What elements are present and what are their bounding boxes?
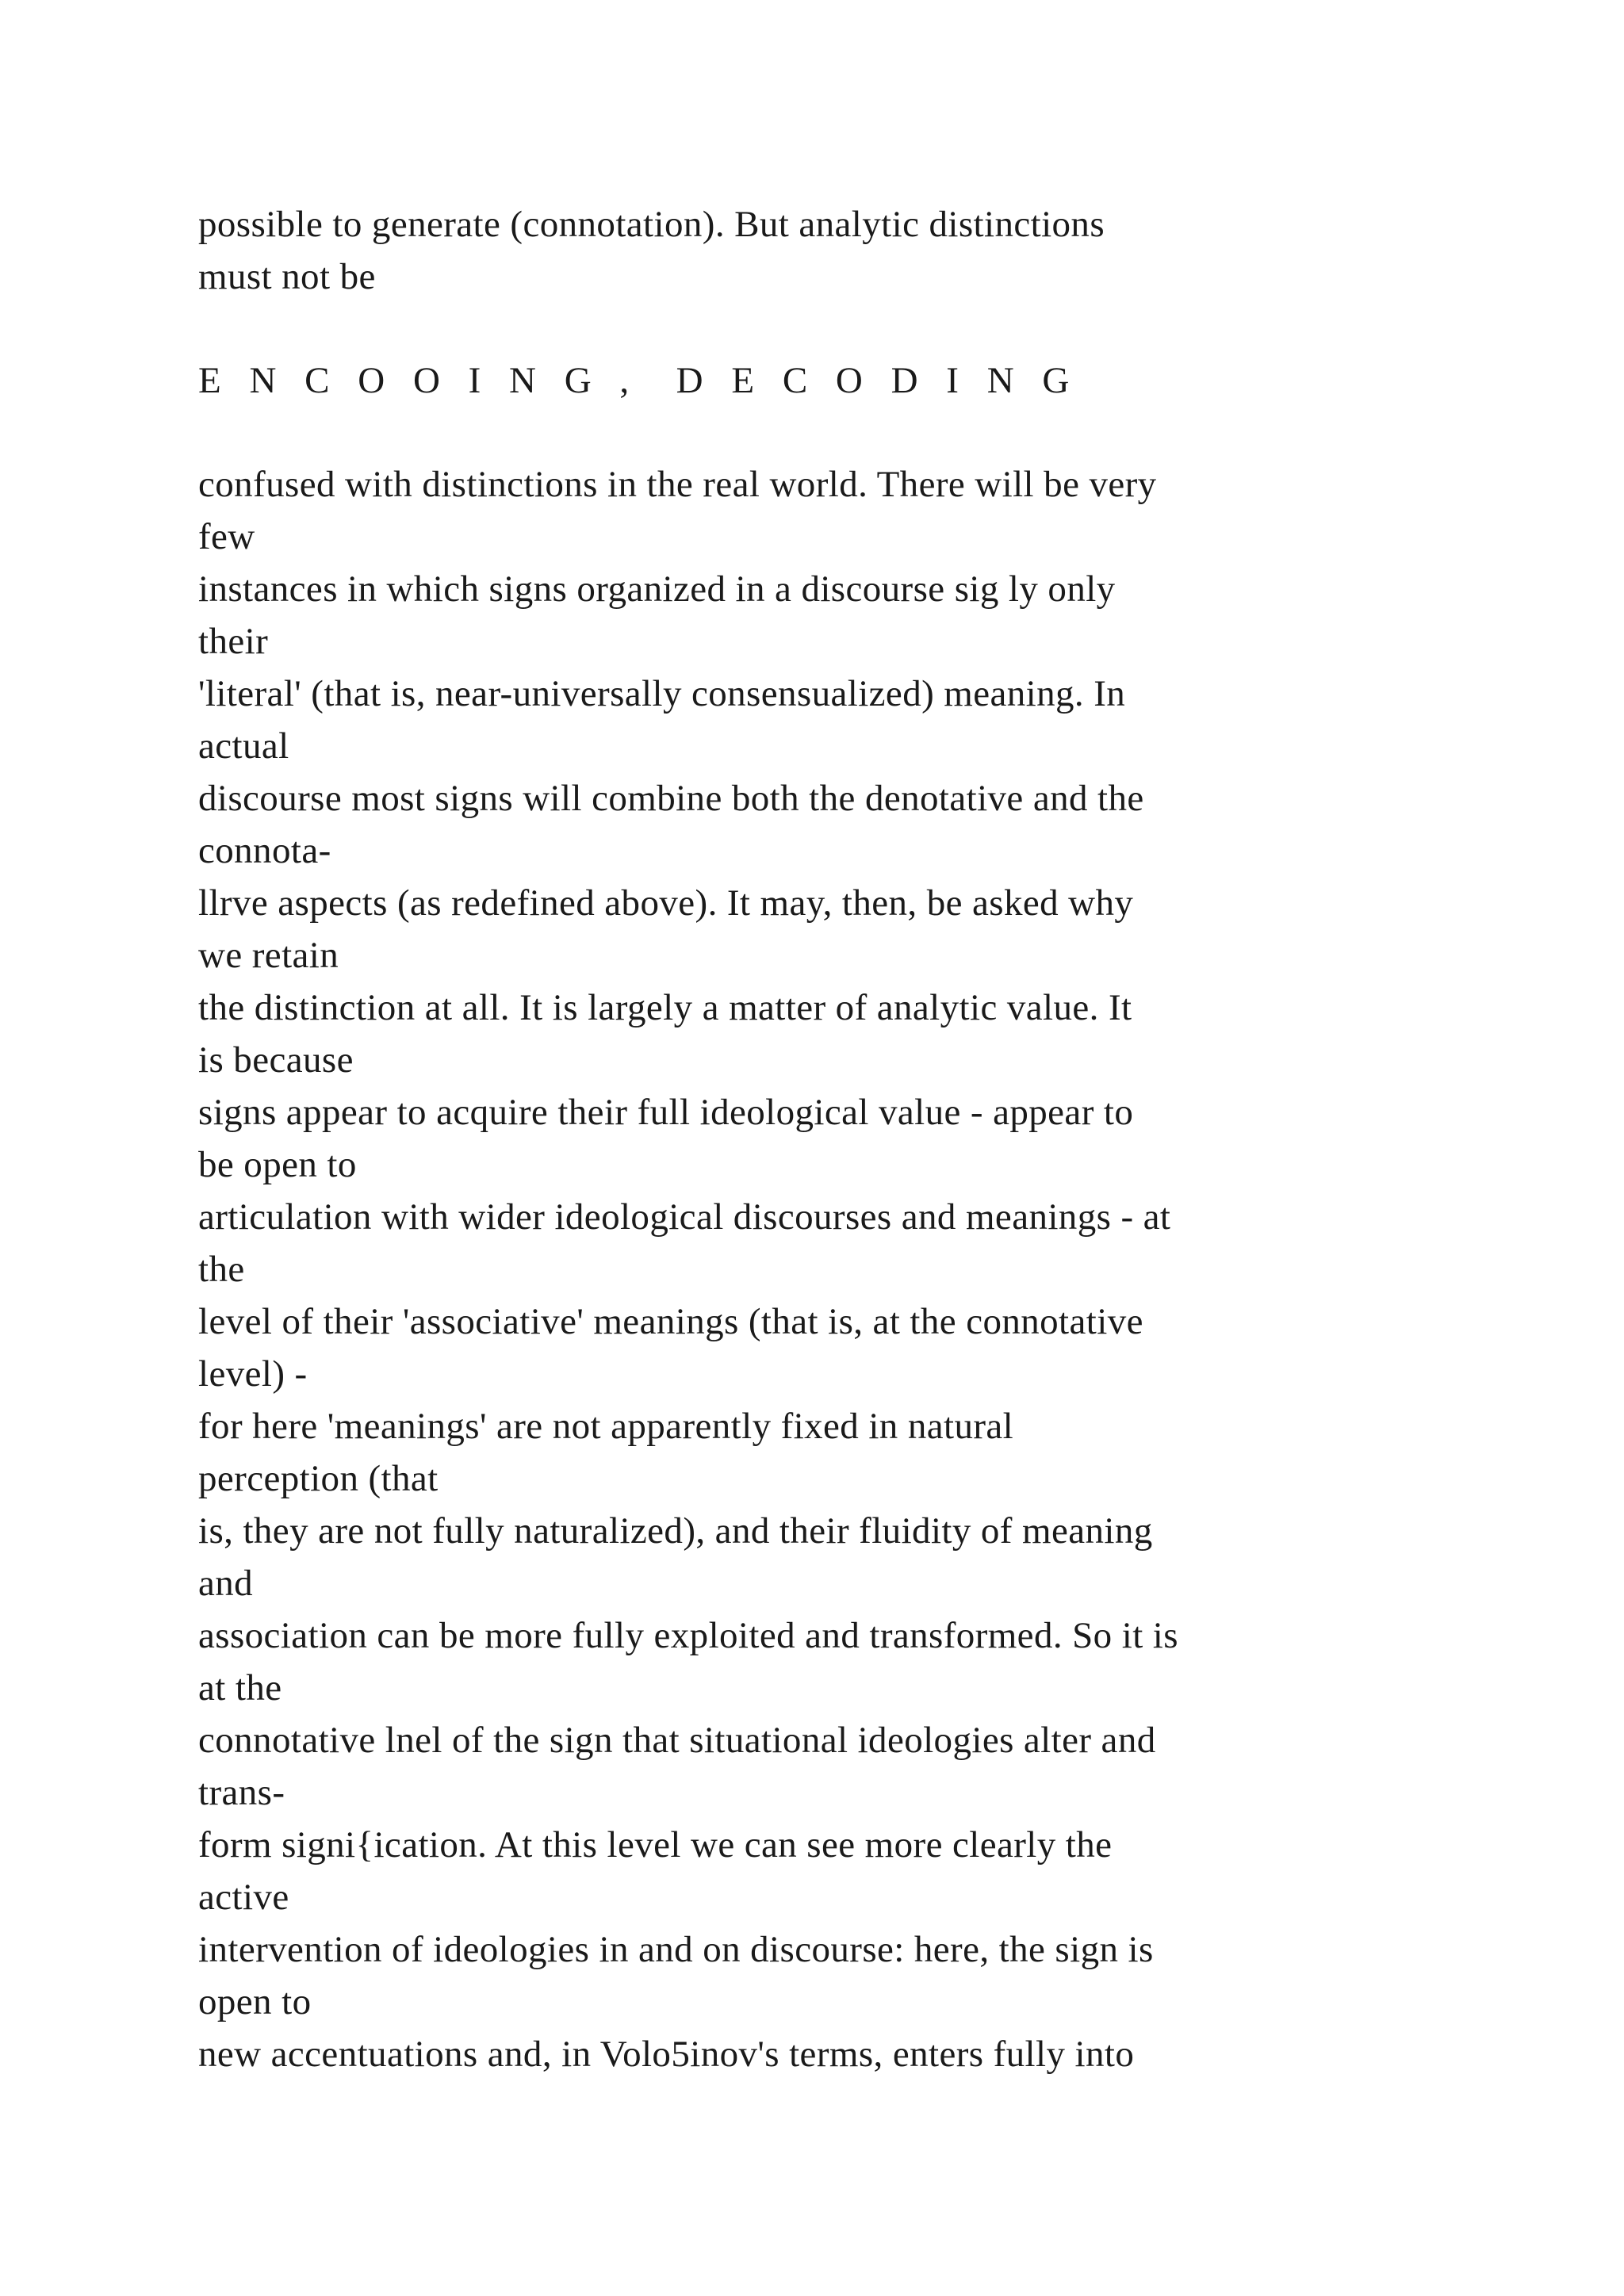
text-line: form signi{ication. At this level we can see more clearly the	[198, 1824, 1113, 1866]
text-line: the distinction at all. It is largely a matter of analytic value. It	[198, 987, 1132, 1028]
text-line: association can be more fully exploited and transformed. So it is	[198, 1615, 1178, 1656]
running-heading-text: E N C O O I N G , D E C O D I N G	[198, 360, 1079, 401]
text-line: perception (that	[198, 1458, 439, 1499]
text-line: we retain	[198, 935, 339, 976]
text-line: actual	[198, 725, 289, 767]
text-line: connota-	[198, 830, 331, 871]
text-line: signs appear to acquire their full ideological value - appear to	[198, 1092, 1134, 1133]
text-line: new accentuations and, in Volo5inov's terms, enters fully into	[198, 2034, 1135, 2075]
running-heading	[198, 354, 1530, 407]
paragraph-body	[198, 458, 1530, 2080]
text-line: is, they are not fully naturalized), and their fluidity of meaning	[198, 1510, 1153, 1552]
text-line: connotative lnel of the sign that situational ideologies alter and	[198, 1720, 1156, 1761]
text-line: confused with distinctions in the real world. There will be very	[198, 464, 1157, 505]
text-line: their	[198, 621, 269, 662]
text-line: active	[198, 1877, 289, 1918]
text-line: possible to generate (connotation). But analytic distinctions	[198, 204, 1105, 245]
text-line: few	[198, 516, 255, 557]
text-line: level) -	[198, 1353, 308, 1395]
paragraph-opening	[198, 198, 1530, 303]
text-line: articulation with wider ideological discourses and meanings - at	[198, 1196, 1171, 1238]
text-line: intervention of ideologies in and on discourse: here, the sign is	[198, 1929, 1154, 1970]
text-line: discourse most signs will combine both the denotative and the	[198, 778, 1144, 819]
text-line: 'literal' (that is, near-universally consensualized) meaning. In	[198, 673, 1126, 714]
text-line: llrve aspects (as redefined above). It may, then, be asked why	[198, 882, 1134, 924]
text-line: is because	[198, 1039, 354, 1081]
text-line: and	[198, 1563, 254, 1604]
text-line: the	[198, 1249, 245, 1290]
text-line: trans-	[198, 1772, 285, 1813]
text-line: be open to	[198, 1144, 357, 1185]
text-line: open to	[198, 1981, 312, 2022]
text-line: level of their 'associative' meanings (that is, at the connotative	[198, 1301, 1143, 1342]
text-line: must not be	[198, 256, 376, 297]
text-line: for here 'meanings' are not apparently fixed in natural	[198, 1406, 1014, 1447]
text-line: at the	[198, 1667, 282, 1709]
text-line: instances in which signs organized in a discourse sig ly only	[198, 568, 1116, 610]
